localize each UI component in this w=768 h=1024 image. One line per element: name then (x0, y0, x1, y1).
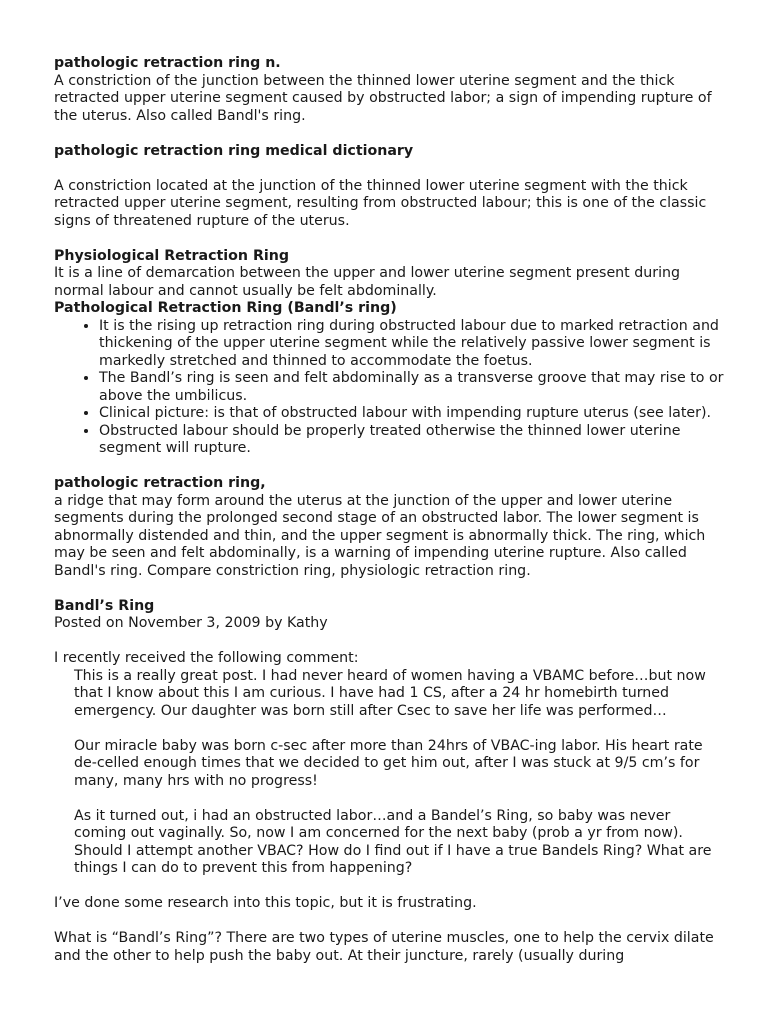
list-item: • Obstructed labour should be properly treated otherwise the thinned lower uterine segment will rupture. (99, 423, 724, 458)
entry-heading: pathologic retraction ring, (54, 475, 266, 491)
document-body (54, 55, 724, 965)
entry-definition: a ridge that may form around the uterus at the junction of the upper and lower uterine segments during the prolonged second stage of an obstructed labor. The lower segment is abnormally distended and thin, and the upper segment is abnormally thick. The ring, which may be seen and felt abdominally, is a warning of impending uterine rupture. Also called Bandl's ring. Compare constriction ring, physiologic retraction ring. (54, 492, 706, 579)
entry-heading: pathologic retraction ring medical dictionary (54, 142, 414, 159)
quoted-comment: As it turned out, i had an obstructed labor…and a Bandel’s Ring, so baby was never coming out vaginally. So, now I am concerned for the next baby (prob a yr from now). Should I attempt another VBAC? How do I find out if I have a true Bandels Ring? What are things I can do to prevent this from happening? (74, 807, 712, 876)
post-title: Bandl’s Ring (54, 597, 155, 614)
entry-definition: A constriction of the junction between the thinned lower uterine segment and the thick retracted upper uterine segment caused by obstructed labor; a sign of impending rupture of the uterus. Also called Bandl's ring. (54, 72, 712, 124)
post-intro: I recently received the following comment: (54, 650, 359, 666)
section-heading: Pathological Retraction Ring (Bandl’s ring) (54, 300, 397, 316)
post-paragraph: I’ve done some research into this topic, but it is frustrating. (54, 895, 477, 911)
quoted-comment: Our miracle baby was born c-sec after more than 24hrs of VBAC-ing labor. His heart rate de-celled enough times that we decided to get him out, after I was stuck at 9/5 cm’s for many, many hrs with no progress! (74, 737, 703, 789)
entry-heading: pathologic retraction ring n. (54, 55, 281, 71)
list-item: • The Bandl’s ring is seen and felt abdominally as a transverse groove that may rise to or above the umbilicus. (99, 370, 724, 405)
post-paragraph: What is “Bandl’s Ring”? There are two types of uterine muscles, one to help the cervix dilate and the other to help push the baby out. At their juncture, rarely (usually during (54, 930, 714, 964)
post-byline: Posted on November 3, 2009 by Kathy (54, 615, 328, 631)
section-text: It is a line of demarcation between the upper and lower uterine segment present during normal labour and cannot usually be felt abdominally. (54, 265, 681, 299)
list-item: • Clinical picture: is that of obstructed labour with impending rupture uterus (see later). (99, 405, 724, 423)
bullet-list (54, 318, 724, 458)
section-heading: Physiological Retraction Ring (54, 247, 290, 264)
list-item: • It is the rising up retraction ring during obstructed labour due to marked retraction and thickening of the upper uterine segment while the relatively passive lower segment is markedly stretched and thinned to accommodate the foetus. (99, 318, 724, 371)
quoted-comment: This is a really great post. I had never heard of women having a VBAMC before…but now that I know about this I am curious. I have had 1 CS, after a 24 hr homebirth turned emergency. Our daughter was born still after Csec to save her life was performed… (74, 667, 706, 719)
entry-definition: A constriction located at the junction of the thinned lower uterine segment with the thick retracted upper uterine segment, resulting from obstructed labour; this is one of the classic signs of threatened rupture of the uterus. (54, 177, 707, 229)
